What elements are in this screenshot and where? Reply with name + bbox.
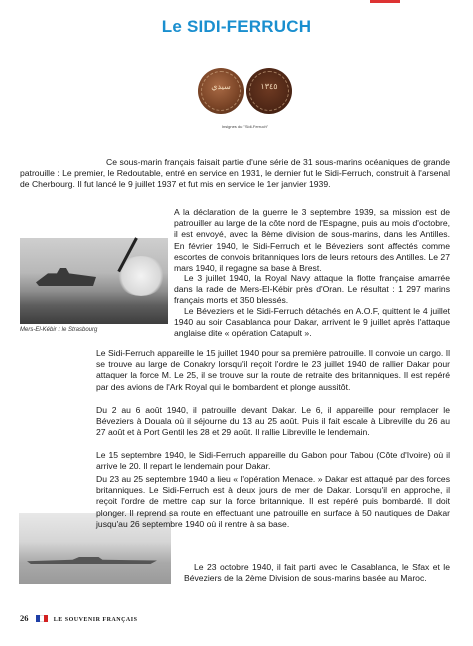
insignia-right-text: ١٣٤٥ — [260, 82, 278, 91]
paragraph-8-wrap — [184, 496, 450, 562]
paragraph-3 — [174, 273, 450, 307]
paragraph-text: Le Béveziers et le Sidi-Ferruch détachés en A.O.F, quittent le 4 juillet 1940 au soir Casablanca pour Dakar, arrivent le 9 juillet après l'attaque anglaise dite « opération Catapult ». — [174, 306, 450, 339]
paragraph-text: Du 2 au 6 août 1940, il patrouille devant Dakar. Le 6, il appareille pour remplacer le Béveziers à Douala où il séjourne du 13 au 25 août. Puis il fait escale à Libreville du 26 au 27 août et à Port Gentil les 28 et 29 août. Il rallie Libreville le lendemain. — [96, 405, 450, 438]
paragraph-text: Le 15 septembre 1940, le Sidi-Ferruch appareille du Gabon pour Tabou (Côte d'Ivoire) où il arrive le 20. Il repart le lendemain pour Dakar. — [96, 450, 450, 472]
paragraph-7 — [96, 450, 450, 472]
page-number: 26 — [20, 613, 29, 623]
top-marker — [370, 0, 400, 3]
paragraph-text: Le 3 juillet 1940, la Royal Navy attaque la flotte française amarrée dans la rade de Mers-El-Kébir près d'Oran. Le résultat : 1 297 marins français morts et 350 blessés. — [174, 273, 450, 306]
paragraph-4 — [174, 306, 450, 340]
paragraph-text: A la déclaration de la guerre le 3 septembre 1939, sa mission est de patrouiller au large de la côte nord de l'Espagne, puis au mois d'octobre, il est envoyé, avec la 8ème division de sous-marins, dans les Antilles. En février 1940, le Sidi-Ferruch et le Béveziers sont affectés comme escortes de convois britanniques lors de leurs retours des Antilles. Le 27 mars 1940, il regagne sa base à Brest. — [174, 207, 450, 274]
photo-mers-el-kebir — [20, 238, 168, 324]
paragraph-2 — [174, 207, 450, 274]
paragraph-9 — [184, 562, 450, 584]
publication-name: LE SOUVENIR FRANÇAIS — [53, 617, 138, 623]
paragraph-5 — [96, 348, 450, 393]
paragraph-1 — [20, 157, 450, 191]
photo-caption: Mers-El-Kébir : le Strasbourg — [20, 327, 98, 333]
page-title: Le SIDI-FERRUCH — [161, 17, 312, 36]
insignia-left-text: سيدي — [211, 82, 231, 91]
paragraph-text: Le 23 octobre 1940, il fait parti avec le Casablanca, le Sfax et le Béveziers de la 2ème Division de sous-marins basée au Maroc. — [184, 562, 450, 584]
insignia-left — [198, 68, 244, 114]
paragraph-text: Du 23 au 25 septembre 1940 a lieu « l'opération Menace. » Dakar est attaqué par des forces britanniques. Le Sidi-Ferruch est à deux jours de mer de Dakar. Lorsqu'il en approche, il reçoit l'ordre de mettre cap sur la force britannique. Il est repéré puis bombardé. Il doit plonger. Il reprend sa route en effectuant une patrouille en surface à 50 nautiques de Dakar jusqu'au 26 septembre 1940 où il rentre à sa base. — [96, 474, 450, 529]
photo-submarine-hull — [27, 557, 157, 564]
paragraph-6 — [96, 405, 450, 439]
insignia-caption: Insignes du "Sidi-Ferruch" — [221, 124, 269, 129]
paragraph-text: Le Sidi-Ferruch appareille le 15 juillet 1940 pour sa première patrouille. Il convoie un cargo. Il se trouve au large de Conakry lorsqu'il reçoit l'ordre le 23 juillet 1940 de rallier Dakar pour attaquer la force M. Le 25, il se trouve sur la route de retraite des britanniques. Il est repéré par des avions de l'Ark Royal qui le bombardent et plonge aussitôt. — [96, 348, 450, 392]
paragraph-text: Ce sous-marin français faisait partie d'une série de 31 sous-marins océaniques de grande patrouille : Le premier, le Redoutable, entré en service en 1931, le dernier fut le Sidi-Ferruch, construit à l'arsenal de Cherbourg. Il fut lancé le 9 juillet 1937 et fut mis en service le 1er janvier 1939. — [20, 157, 450, 190]
photo-ship — [36, 268, 96, 286]
flag-red — [44, 615, 48, 622]
page-footer — [20, 613, 137, 623]
insignia-right — [246, 68, 292, 114]
